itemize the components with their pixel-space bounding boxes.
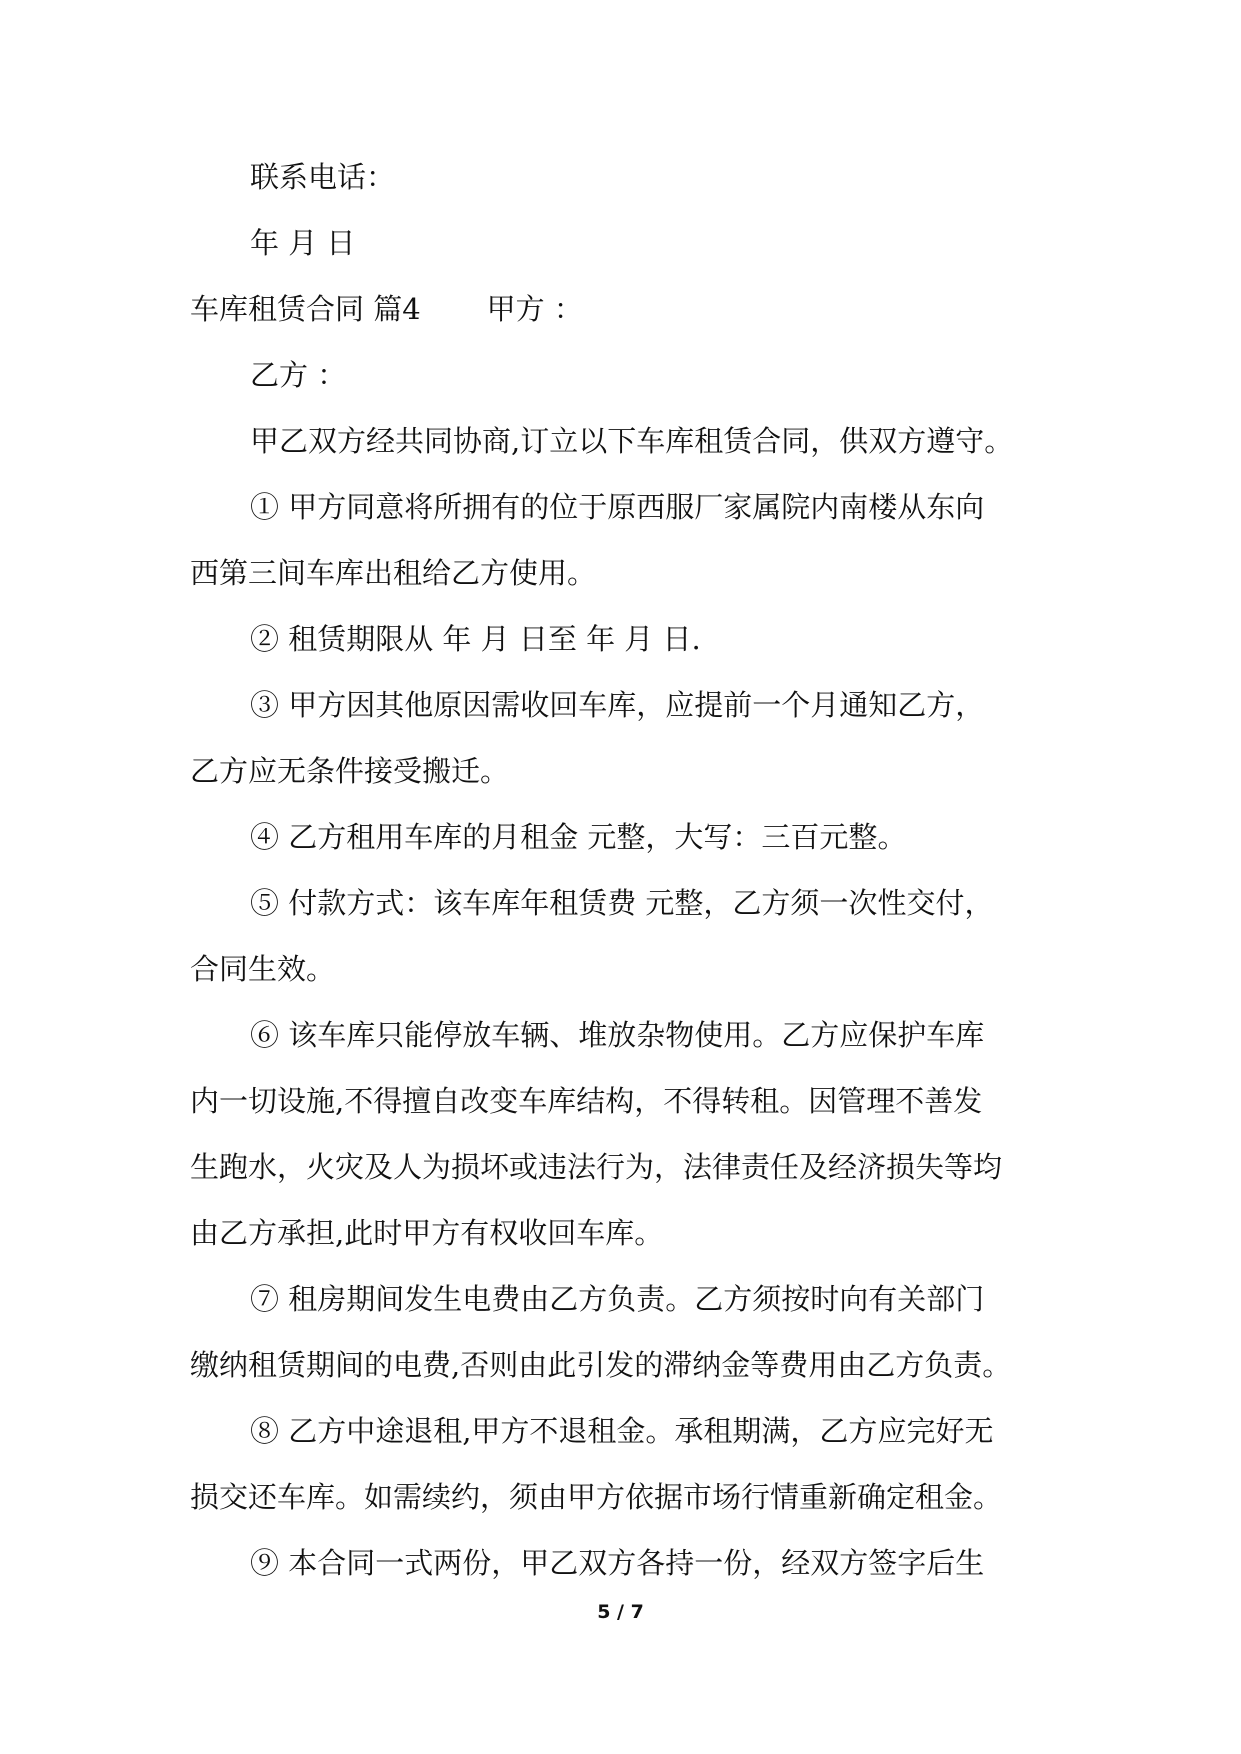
contact-phone-line: 联系电话： — [250, 160, 396, 194]
document-body — [190, 158, 1070, 1610]
paragraph-line: 生跑水，火灾及人为损坏或违法行为，法律责任及经济损失等均 — [190, 1150, 1003, 1184]
paragraph-line: ① 甲方同意将所拥有的位于原西服厂家属院内南楼从东向 — [250, 490, 985, 524]
paragraph-line: 缴纳租赁期间的电费,否则由此引发的滞纳金等费用由乙方负责。 — [190, 1348, 1012, 1382]
date-line: 年 月 日 — [250, 226, 356, 260]
paragraph-line: 乙方应无条件接受搬迁。 — [190, 754, 510, 788]
paragraph-line: ② 租赁期限从 年 月 日至 年 月 日. — [250, 622, 701, 656]
paragraph-line: ③ 甲方因其他原因需收回车库，应提前一个月通知乙方， — [250, 688, 985, 722]
page-number: 5 / 7 — [597, 1601, 644, 1623]
paragraph-line: ⑧ 乙方中途退租,甲方不退租金。承租期满，乙方应完好无 — [250, 1414, 994, 1448]
paragraph-line: 甲乙双方经共同协商,订立以下车库租赁合同，供双方遵守。 — [250, 424, 1014, 458]
section-title-line — [190, 290, 1070, 356]
section-title: 车库租赁合同 篇4 — [190, 292, 421, 326]
paragraph-line: 由乙方承担,此时甲方有权收回车库。 — [190, 1216, 664, 1250]
paragraph-line: ⑤ 付款方式：该车库年租赁费 元整，乙方须一次性交付， — [250, 886, 994, 920]
paragraph-line: 西第三间车库出租给乙方使用。 — [190, 556, 597, 590]
party-b-label: 乙方 ： — [250, 358, 347, 392]
paragraph-line: ⑦ 租房期间发生电费由乙方负责。乙方须按时向有关部门 — [250, 1282, 985, 1316]
paragraph-line: 损交还车库。如需续约，须由甲方依据市场行情重新确定租金。 — [190, 1480, 1003, 1514]
paragraph-line: ⑨ 本合同一式两份，甲乙双方各持一份，经双方签字后生 — [250, 1546, 985, 1580]
party-a-label: 甲方 ： — [486, 292, 583, 326]
paragraph-line: ④ 乙方租用车库的月租金 元整，大写：三百元整。 — [250, 820, 907, 854]
paragraph-line: 内一切设施,不得擅自改变车库结构，不得转租。因管理不善发 — [190, 1084, 983, 1118]
paragraph-line: 合同生效。 — [190, 952, 336, 986]
paragraph-line: ⑥ 该车库只能停放车辆、堆放杂物使用。乙方应保护车库 — [250, 1018, 985, 1052]
